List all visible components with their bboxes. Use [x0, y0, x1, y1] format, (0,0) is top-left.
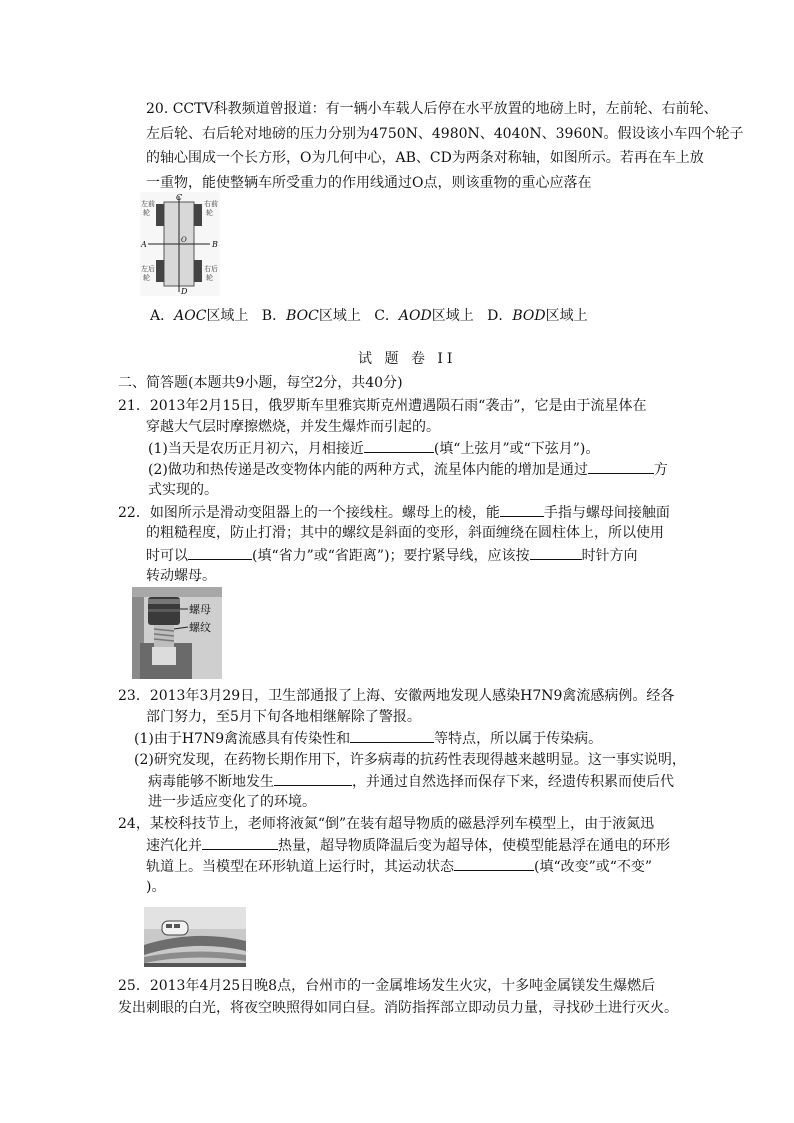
q21-line-1: 21．2013年2月15日，俄罗斯车里雅宾斯克州遭遇陨石雨“袭击”，它是由于流星体在 [118, 398, 647, 414]
q20-line-3: 的轴心围成一个长方形，O为几何中心，AB、CD为两条对称轴，如图所示。若再在车上放 [146, 150, 704, 166]
label-d: D [181, 287, 188, 296]
q20-line-2: 左后轮、右后轮对地磅的压力分别为4750N、4980N、4040N、3960N。假设该小车四个轮子 [146, 126, 744, 142]
q21-line-5: 式实现的。 [148, 482, 218, 498]
q21-line-2: 穿越大气层时摩擦燃烧，并发生爆炸而引起的。 [146, 419, 440, 435]
label-b: B [212, 240, 218, 249]
q23-line-4: (2)研究发现，在药物长期作用下，许多病毒的抗药性表现得越来越明显。这一事实说明， [134, 752, 686, 768]
blank-variation[interactable] [274, 771, 352, 786]
blank-force-distance[interactable] [188, 545, 252, 560]
q20-line-1: 20. CCTV科教频道曾报道：有一辆小车载人后停在水平放置的地磅上时，左前轮、右前轮、 [146, 101, 718, 117]
label-a: A [141, 240, 147, 249]
label-right-front-2: 轮 [206, 209, 213, 217]
right-rear-wheel [194, 260, 202, 282]
blank-energy-method[interactable] [588, 459, 654, 474]
q21-line-4: (2)做功和热传递是改变物体内能的两种方式，流星体内能的增加是通过 方 [148, 459, 668, 480]
option-a[interactable]: A．AOC区域上 [150, 308, 249, 324]
left-rear-wheel [156, 260, 164, 282]
label-right-rear-2: 轮 [206, 274, 213, 282]
terminal-post-photo [132, 587, 222, 679]
blank-friction[interactable] [500, 502, 544, 517]
blank-infectious-feature[interactable] [350, 728, 434, 743]
q23-line-6: 进一步适应变化了的环境。 [148, 794, 316, 810]
left-front-wheel [156, 204, 164, 226]
q22-line-3: 时可以 (填“省力”或“省距离”)；要拧紧导线，应该按 时针方向 [146, 545, 638, 566]
blank-direction[interactable] [530, 545, 582, 560]
label-c: C [176, 193, 183, 202]
section-title: 试 题 卷 II [358, 351, 457, 367]
label-left-front-2: 轮 [143, 209, 150, 217]
car-wheel-diagram [140, 192, 220, 296]
q22-line-1: 22．如图所示是滑动变阻器上的一个接线柱。螺母上的棱，能 手指与螺母间接触面 [118, 502, 670, 523]
q24-line-2: 速汽化并 热量，超导物质降温后变为超导体，使模型能悬浮在通电的环形 [146, 835, 670, 856]
label-right-rear-1: 右后 [204, 265, 218, 273]
label-left-rear-2: 轮 [143, 274, 150, 282]
label-thread: 螺纹 [189, 621, 211, 634]
q20-line-4: 一重物，能使整辆车所受重力的作用线通过O点，则该重物的重心应落在 [146, 175, 592, 191]
option-d[interactable]: D．BOD区域上 [487, 308, 588, 324]
label-right-front-1: 右前 [204, 200, 218, 208]
q23-line-5: 病毒能够不断地发生 ，并通过自然选择而保存下来，经遗传积累而使后代 [148, 771, 674, 792]
label-left-rear-1: 左后 [141, 265, 155, 273]
q23-line-3: (1)由于H7N9禽流感具有传染性和 等特点，所以属于传染病。 [134, 728, 602, 749]
label-left-front-1: 左前 [141, 200, 155, 208]
q24-line-4: )。 [146, 879, 166, 895]
maglev-model-photo [144, 907, 246, 967]
q24-line-1: 24，某校科技节上，老师将液氮“倒”在装有超导物质的磁悬浮列车模型上，由于液氮迅 [118, 816, 655, 832]
blank-motion-state[interactable] [454, 856, 534, 871]
q21-line-3: (1)当天是农历正月初六，月相接近 (填“上弦月”或“下弦月”)。 [148, 438, 599, 459]
label-nut: 螺母 [189, 603, 211, 616]
right-front-wheel [194, 204, 202, 226]
q20-options [150, 306, 588, 326]
q22-line-4: 转动螺母。 [146, 568, 216, 584]
section-header: 二、简答题(本题共9小题，每空2分，共40分) [118, 375, 403, 391]
q24-line-3: 轨道上。当模型在环形轨道上运行时，其运动状态 (填“改变”或“不变” [146, 856, 652, 877]
option-c[interactable]: C．AOD区域上 [374, 308, 474, 324]
q25-line-1: 25．2013年4月25日晚8点，台州市的一金属堆场发生火灾，十多吨金属镁发生爆燃后 [118, 978, 656, 994]
label-o: O [181, 236, 187, 244]
q23-line-1: 23．2013年3月29日，卫生部通报了上海、安徽两地发现人感染H7N9禽流感病例。经各 [118, 688, 675, 704]
q25-line-2: 发出刺眼的白光，将夜空映照得如同白昼。消防指挥部立即动员力量，寻找砂土进行灭火。 [118, 1000, 678, 1016]
blank-moon-phase[interactable] [364, 438, 434, 453]
option-b[interactable]: B．BOC区域上 [261, 308, 361, 324]
q22-line-2: 的粗糙程度，防止打滑；其中的螺纹是斜面的变形，斜面缠绕在圆柱体上，所以使用 [146, 525, 664, 541]
blank-heat[interactable] [202, 835, 278, 850]
q23-line-2: 部门努力，至5月下旬各地相继解除了警报。 [146, 709, 421, 725]
